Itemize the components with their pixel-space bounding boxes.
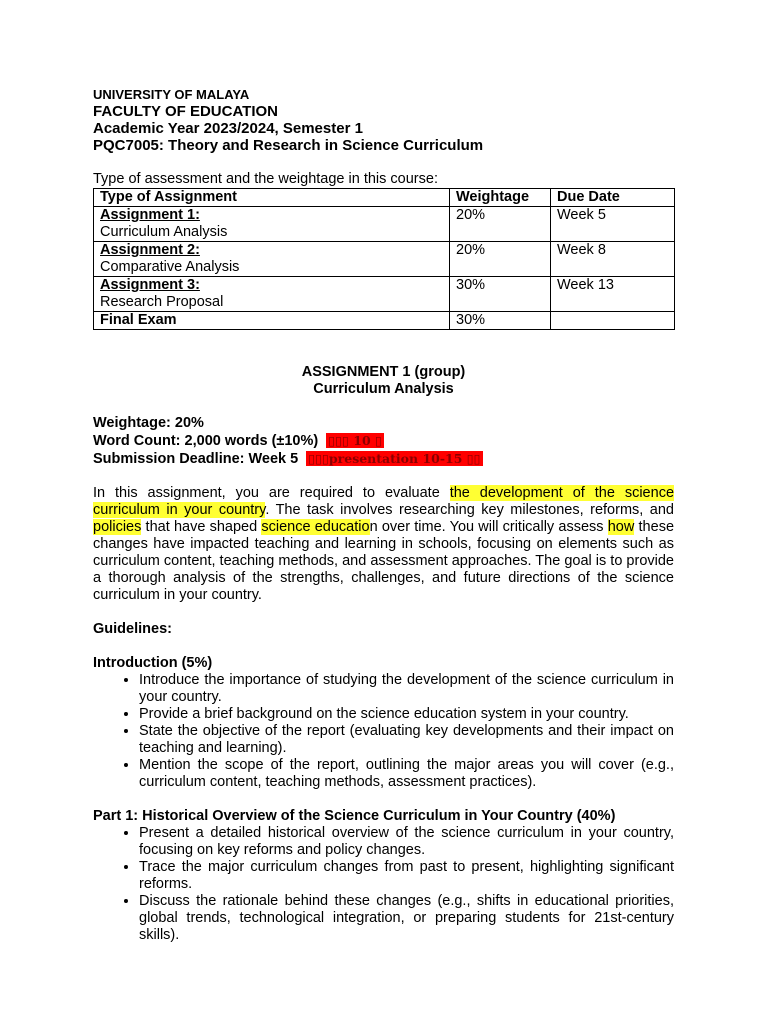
submission-deadline: Submission Deadline: Week 5 (93, 451, 299, 467)
assignment-description: In this assignment, you are required to evaluate the development of the science curriculum in your country. The task involves researching key milestones, reforms, and policies that have shaped science education over time. You will critically assess how these changes have impacted teaching and learning in schools, focusing on elements such as curriculum content, teaching methods, and assessment approaches. The goal is to provide a thorough analysis of the strengths, challenges, and future directions of the science curriculum in your country. (93, 485, 675, 603)
table-header-weightage: Weightage (450, 189, 551, 207)
introduction-list (93, 672, 674, 791)
assignment-subtitle: Comparative Analysis (100, 259, 240, 275)
faculty-name: FACULTY OF EDUCATION (93, 103, 278, 120)
word-count: Word Count: 2,000 words (±10%) (93, 433, 319, 449)
course-title: PQC7005: Theory and Research in Science Curriculum (93, 137, 484, 154)
highlight-text: science educatio (261, 519, 370, 535)
assignment-weight: 20% (450, 207, 551, 242)
assignment-weight: 30% (450, 277, 551, 312)
list-item: • Discuss the rationale behind these changes (e.g., shifts in educational priorities, global trends, technological integration, or preparing students for 21st-century skills). (139, 893, 674, 944)
table-row (94, 242, 675, 277)
assignment-due (551, 312, 675, 330)
table-row (94, 277, 675, 312)
assessment-intro: Type of assessment and the weightage in this course: (93, 171, 438, 187)
table-header-due: Due Date (551, 189, 675, 207)
highlight-text: policies (93, 519, 142, 535)
highlight-text: the development of the science curriculum in your country (93, 485, 675, 518)
academic-year: Academic Year 2023/2024, Semester 1 (93, 120, 363, 137)
table-row (94, 312, 675, 330)
list-item: • Introduce the importance of studying the development of the science curriculum in your country. (139, 672, 674, 706)
assignment-title: Assignment 2: (100, 242, 200, 258)
list-item: • State the objective of the report (evaluating key developments and their impact on teaching and learning). (139, 723, 674, 757)
guidelines-heading: Guidelines: (93, 621, 172, 637)
word-count-note: ▯▯▯ 10 ▯ (328, 433, 382, 448)
document-content (93, 86, 674, 944)
assignment-due: Week 8 (551, 242, 675, 277)
table-header-type: Type of Assignment (94, 189, 450, 207)
assignment-due: Week 13 (551, 277, 675, 312)
list-item: • Mention the scope of the report, outlining the major areas you will cover (e.g., curriculum content, teaching methods, assessment practices). (139, 757, 674, 791)
assignment-weight: 20% (450, 242, 551, 277)
university-name: UNIVERSITY OF MALAYA (93, 87, 250, 102)
table-header-row (94, 189, 675, 207)
assignment-weight: 30% (450, 312, 551, 330)
weightage-line: Weightage: 20% (93, 415, 204, 431)
part1-heading: Part 1: Historical Overview of the Science Curriculum in Your Country (40%) (93, 808, 616, 824)
assignment-title: Assignment 3: (100, 277, 200, 293)
list-item: • Provide a brief background on the science education system in your country. (139, 706, 674, 723)
assignment-subtitle: Curriculum Analysis (100, 224, 228, 240)
assignment-due: Week 5 (551, 207, 675, 242)
assignment-heading: ASSIGNMENT 1 (group) (301, 364, 466, 380)
assignment-subheading: Curriculum Analysis (313, 381, 454, 397)
word-count-line (93, 432, 674, 450)
assignment-title: Final Exam (94, 312, 450, 330)
deadline-line (93, 450, 674, 468)
assessment-table (93, 188, 675, 330)
deadline-note: ▯▯▯presentation 10-15 ▯▯ (308, 451, 481, 466)
list-item: • Present a detailed historical overview of the science curriculum in your country, focusing on key reforms and policy changes. (139, 825, 674, 859)
table-row (94, 207, 675, 242)
introduction-heading: Introduction (5%) (93, 655, 213, 671)
list-item: • Trace the major curriculum changes from past to present, highlighting significant reforms. (139, 859, 674, 893)
highlight-text: how (607, 519, 635, 535)
assignment-title: Assignment 1: (100, 207, 200, 223)
assignment-subtitle: Research Proposal (100, 294, 224, 310)
part1-list (93, 825, 674, 944)
